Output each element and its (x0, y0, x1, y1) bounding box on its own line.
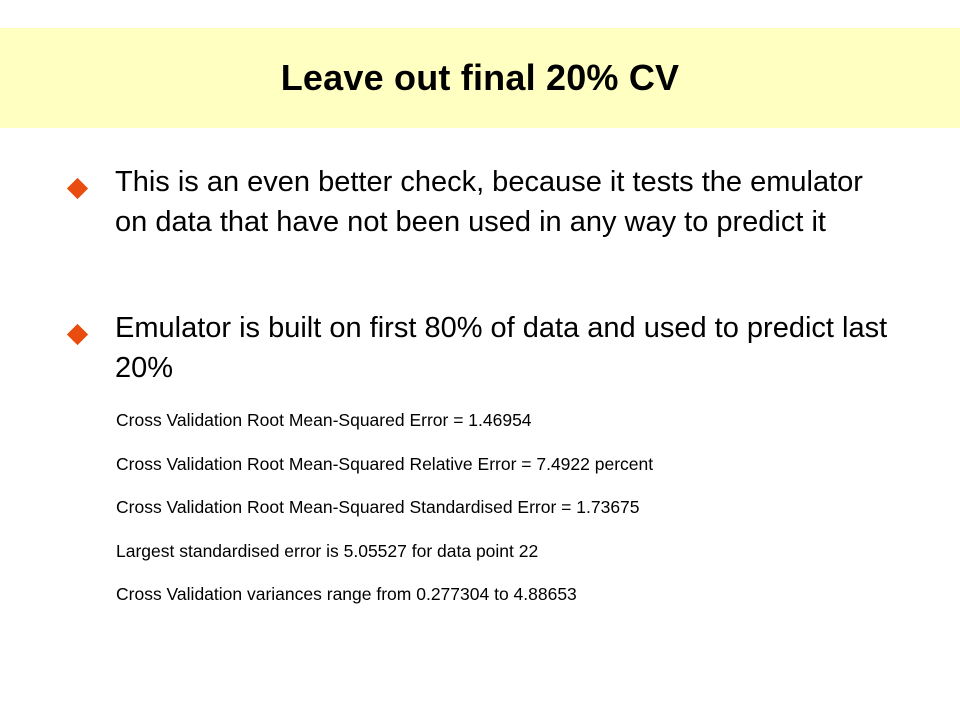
cv-rmse-line: Cross Validation Root Mean-Squared Error = 1.46954 (116, 410, 532, 430)
cv-relative-error-line: Cross Validation Root Mean-Squared Relative Error = 7.4922 percent (116, 454, 654, 474)
bullet-text: Emulator is built on first 80% of data and used to predict last 20% (115, 312, 888, 384)
diamond-bullet-icon (67, 324, 88, 345)
slide-title: Leave out final 20% CV (280, 57, 680, 98)
cv-standardised-error-line: Cross Validation Root Mean-Squared Standardised Error = 1.73675 (116, 497, 640, 517)
cv-variance-range-line: Cross Validation variances range from 0.277304 to 4.88653 (116, 584, 577, 604)
largest-error-line: Largest standardised error is 5.05527 for data point 22 (116, 541, 539, 561)
diamond-bullet-icon (67, 178, 88, 199)
title-band (0, 28, 960, 128)
bullet-text: This is an even better check, because it tests the emulator on data that have not been used in any way to predict it (115, 166, 863, 238)
